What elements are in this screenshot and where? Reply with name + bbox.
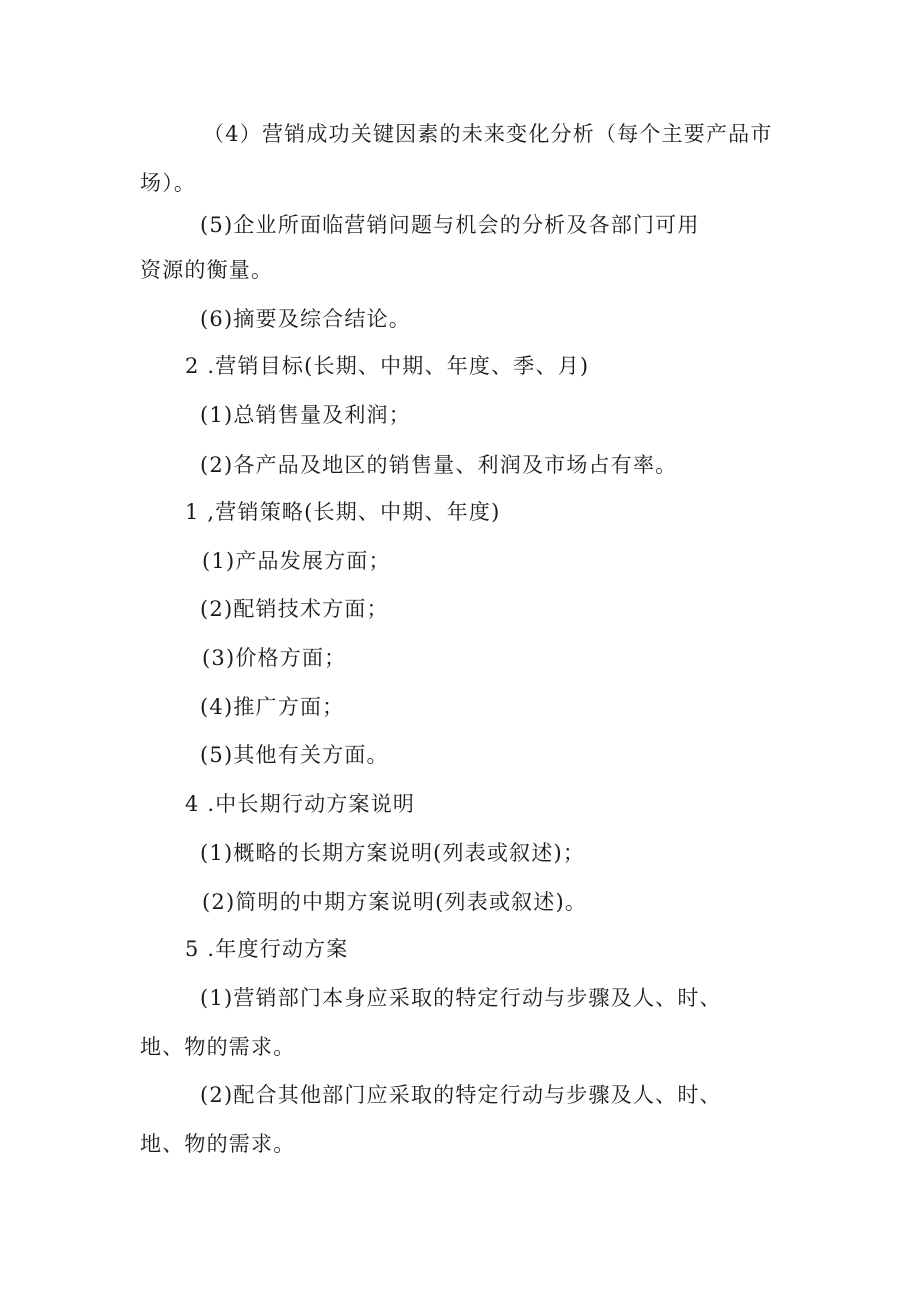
text-line: (1)总销售量及利润； bbox=[200, 403, 411, 427]
text-line: （4）营销成功关键因素的未来变化分析（每个主要产品市 bbox=[203, 122, 773, 146]
text-line: (2)简明的中期方案说明(列表或叙述)。 bbox=[202, 890, 588, 914]
text-line: (1)产品发展方面； bbox=[202, 549, 391, 573]
text-line: (5)其他有关方面。 bbox=[200, 743, 389, 767]
text-line: 地、物的需求。 bbox=[140, 1132, 296, 1156]
text-line: (2)各产品及地区的销售量、利润及市场占有率。 bbox=[200, 453, 678, 477]
text-line: (2)配销技术方面； bbox=[200, 597, 389, 621]
text-line: 场）。 bbox=[140, 171, 197, 195]
text-line: (2)配合其他部门应采取的特定行动与步骤及人、时、 bbox=[200, 1083, 722, 1107]
text-line: (4)推广方面； bbox=[200, 695, 345, 719]
text-line: (5)企业所面临营销问题与机会的分析及各部门可用 bbox=[200, 213, 700, 237]
text-line: 地、物的需求。 bbox=[140, 1035, 296, 1059]
text-line: (6)摘要及综合结论。 bbox=[200, 307, 411, 331]
text-line: (3)价格方面； bbox=[202, 646, 347, 670]
text-line: (1)概略的长期方案说明(列表或叙述)； bbox=[200, 841, 586, 865]
section-heading: 1 ,营销策略(长期、中期、年度) bbox=[185, 500, 501, 524]
section-heading: 2 .营销目标(长期、中期、年度、季、月) bbox=[185, 354, 590, 378]
text-line: (1)营销部门本身应采取的特定行动与步骤及人、时、 bbox=[200, 986, 722, 1010]
section-heading: 4 .中长期行动方案说明 bbox=[185, 792, 416, 816]
text-line: 资源的衡量。 bbox=[140, 258, 274, 282]
section-heading: 5 .年度行动方案 bbox=[185, 937, 349, 961]
